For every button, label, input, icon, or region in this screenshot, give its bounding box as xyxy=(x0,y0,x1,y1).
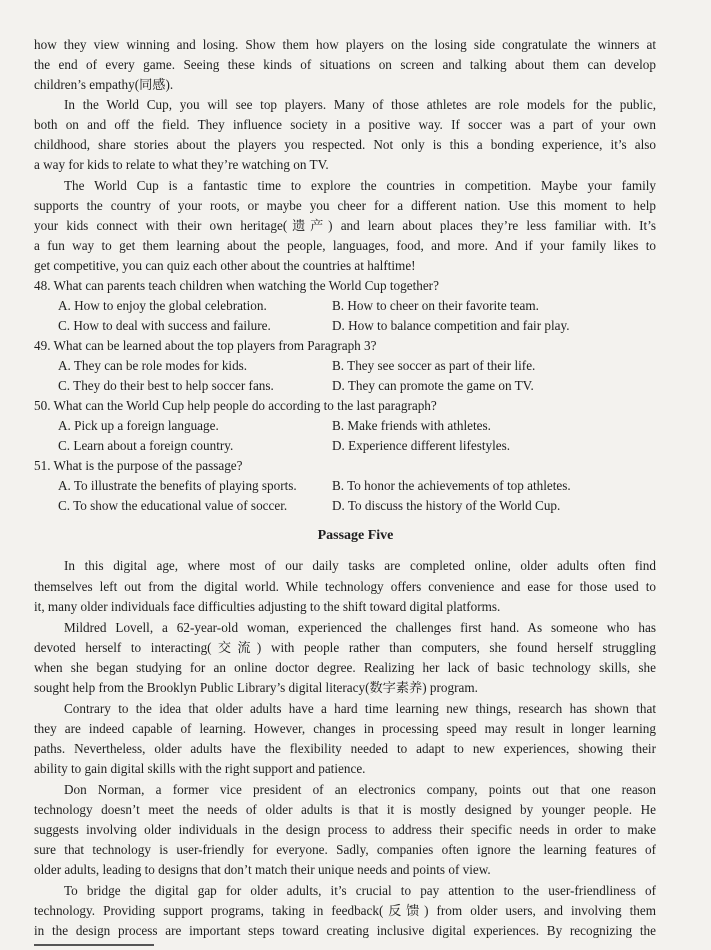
answer-option: A. How to enjoy the global celebration. xyxy=(58,298,267,313)
question-stem: 49. What can be learned about the top players from Paragraph 3? xyxy=(34,338,377,353)
page-bottom-rule xyxy=(34,944,154,946)
answer-option: C. To show the educational value of soccer. xyxy=(58,498,288,513)
passage4-line: both on and off the field. They influence society in a positive way. If soccer was a part of your own xyxy=(34,117,656,132)
passage5-line: paths. Nevertheless, older adults have the flexibility needed to adapt to new experiences, showing their xyxy=(34,741,656,756)
question-stem: 50. What can the World Cup help people do according to the last paragraph? xyxy=(34,398,437,413)
answer-option: A. To illustrate the benefits of playing sports. xyxy=(58,478,297,493)
answer-option: D. To discuss the history of the World Cup. xyxy=(332,498,561,513)
question-stem: 48. What can parents teach children when watching the World Cup together? xyxy=(34,278,439,293)
passage4-line: your kids connect with their own heritage(遗产) and learn about places they’re less familiar with. It’s xyxy=(34,218,656,233)
passage4-line: the end of every game. Seeing these kinds of situations on screen and talking about them can develop xyxy=(34,57,656,72)
answer-option: D. How to balance competition and fair play. xyxy=(332,318,570,333)
answer-option: D. Experience different lifestyles. xyxy=(332,438,511,453)
passage5-line: when she began studying for an online doctor degree. Realizing her lack of basic technology skills, she xyxy=(34,660,656,675)
passage5-line: they are indeed capable of learning. However, changes in processing speed may result in longer learning xyxy=(34,721,656,736)
passage5-line: Don Norman, a former vice president of an electronics company, points out that one reason xyxy=(64,782,656,797)
passage4-line: a fun way to get them learning about the people, languages, food, and more. And if your family likes to xyxy=(34,238,656,253)
passage5-line: it, many older individuals face difficulties adjusting to the shift toward digital platforms. xyxy=(34,599,501,614)
passage5-line: To bridge the digital gap for older adults, it’s crucial to pay attention to the user-friendliness of xyxy=(64,883,656,898)
answer-option: B. To honor the achievements of top athletes. xyxy=(332,478,571,493)
passage5-line: in the design process are important steps toward creating inclusive digital experiences. By recognizing the xyxy=(34,923,656,938)
passage4-line: children’s empathy(同感). xyxy=(34,77,174,92)
answer-option: A. They can be role modes for kids. xyxy=(58,358,248,373)
passage5-line: devoted herself to interacting(交流) with people rather than computers, she found herself struggling xyxy=(34,640,656,655)
passage4-line: childhood, share stories about the players you respected. Not only is this a bonding experience, it’s also xyxy=(34,137,656,152)
passage5-line: ability to gain digital skills with the right support and patience. xyxy=(34,761,366,776)
passage5-line: themselves left out from the digital world. While technology offers convenience and ease for those used to xyxy=(34,579,656,594)
answer-option: D. They can promote the game on TV. xyxy=(332,378,534,393)
answer-option: C. They do their best to help soccer fans. xyxy=(58,378,274,393)
answer-option: A. Pick up a foreign language. xyxy=(58,418,219,433)
answer-option: C. How to deal with success and failure. xyxy=(58,318,271,333)
passage4-line: The World Cup is a fantastic time to explore the countries in competition. Maybe your family xyxy=(64,178,656,193)
passage5-line: sought help from the Brooklyn Public Library’s digital literacy(数字素养) program. xyxy=(34,680,478,695)
passage5-line: technology. Providing support programs, taking in feedback(反馈) from older users, and involving them xyxy=(34,903,656,918)
passage4-line: a way for kids to relate to what they’re watching on TV. xyxy=(34,157,329,172)
passage4-line: In the World Cup, you will see top players. Many of those athletes are role models for the public, xyxy=(64,97,656,112)
passage4-line: get competitive, you can quiz each other about the countries at halftime! xyxy=(34,258,416,273)
answer-option: B. Make friends with athletes. xyxy=(332,418,491,433)
passage-title: Passage Five xyxy=(317,528,394,543)
question-stem: 51. What is the purpose of the passage? xyxy=(34,458,243,473)
passage5-line: Contrary to the idea that older adults have a hard time learning new things, research has shown that xyxy=(64,701,656,716)
passage5-line: suggests involving older individuals in the design process to address their specific needs in order to make xyxy=(34,822,656,837)
answer-option: C. Learn about a foreign country. xyxy=(58,438,234,453)
passage5-line: technology doesn’t meet the needs of older adults is that it is mostly designed by younger people. He xyxy=(34,802,656,817)
passage5-line: Mildred Lovell, a 62-year-old woman, experienced the challenges first hand. As someone who has xyxy=(64,620,656,635)
answer-option: B. They see soccer as part of their life. xyxy=(332,358,536,373)
passage4-line: supports the country of your roots, or maybe you cheer for a different nation. Use this moment to help xyxy=(34,198,656,213)
passage5-line: In this digital age, where most of our daily tasks are completed online, older adults often find xyxy=(64,558,656,573)
passage4-line: how they view winning and losing. Show them how players on the losing side congratulate the winners at xyxy=(34,37,656,52)
passage5-line: sure that technology is user-friendly for everyone. Sadly, companies often ignore the learning features of xyxy=(34,842,656,857)
passage5-line: older adults, leading to designs that don’t match their unique needs and points of view. xyxy=(34,862,491,877)
answer-option: B. How to cheer on their favorite team. xyxy=(332,298,539,313)
